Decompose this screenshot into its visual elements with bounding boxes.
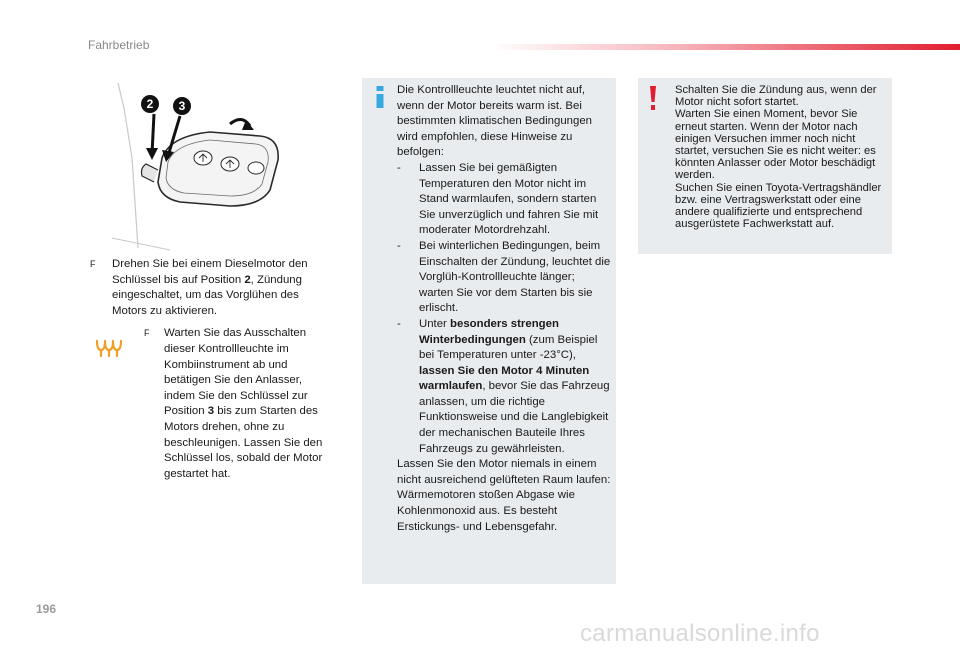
info-intro: Die Kontrollleuchte leuchtet nicht auf, wenn der Motor bereits warm ist. Bei bestimmten klimatischen Bedingungen wird empfohlen, diese Hinweise zu befolgen: (397, 84, 593, 159)
warning-para-3: Suchen Sie einen Toyota-Vertragshändler bzw. eine Vertragswerkstatt oder eine andere qualifizierte und entsprechend ausgerüstete Fachwerkstatt auf. (675, 181, 882, 231)
main-column (90, 257, 330, 482)
warning-para-1: Schalten Sie die Zündung aus, wenn der Motor nicht sofort startet. (675, 84, 877, 109)
warning-para-2: Warten Sie einen Moment, bevor Sie erneut starten. Wenn der Motor nach einigen Versuchen immer noch nicht startet, versuchen Sie es nicht weiter: es könnten Anlasser oder Motor beschädigt werden. (675, 108, 876, 182)
bullet-mark: F (144, 328, 150, 339)
bullet2-text-a: Warten Sie das Ausschalten dieser Kontrollleuchte im Kombiinstrument ab und betätigen Sie den Anlasser, indem Sie den Schlüssel zur Position (164, 327, 308, 418)
glow-plug-warning-icon (94, 338, 124, 358)
section-title: Fahrbetrieb (88, 38, 150, 52)
dash-mark: - (397, 161, 401, 174)
exclamation-warning-icon (649, 86, 657, 110)
watermark: carmanualsonline.info (580, 620, 820, 647)
key-position-2-label: 2 (146, 97, 154, 111)
info-item-2 (397, 239, 611, 317)
instruction-bullet-2 (144, 326, 336, 482)
info-item-3-bold-b: lassen Sie den Motor 4 Minuten warmlaufen (419, 364, 590, 393)
info-box (362, 78, 616, 584)
bullet1-position: 2 (244, 273, 251, 286)
bullet2-position: 3 (207, 405, 215, 418)
warning-box (638, 78, 892, 254)
bullet2-text-b: bis zum Starten des Motors drehen, ohne zu beschleunigen. Lassen Sie den Schlüssel los, sobald der Motor gestartet hat. (164, 405, 323, 480)
info-item-3-text-b: (zum Beispiel bei Temperaturen unter -23°C), (419, 333, 598, 362)
info-item-2-text: Bei winterlichen Bedingungen, beim Einschalten der Zündung, leuchtet die Vorglüh-Kontrollleuchte länger; warten Sie vor dem Starten bis sie erlischt. (419, 239, 611, 315)
info-item-3 (397, 317, 611, 457)
info-item-3-bold-a: besonders strengen Winterbedingungen (419, 317, 559, 346)
key-position-3-label: 3 (178, 99, 186, 113)
instruction-bullet-1 (90, 257, 330, 319)
bullet1-text-b: , Zündung eingeschaltet, um das Vorglühen des Motors zu aktivieren. (112, 273, 302, 317)
bullet1-text-a: Drehen Sie bei einem Dieselmotor den Schlüssel bis auf Position (112, 258, 308, 286)
header-accent-bar (490, 44, 960, 50)
info-closing: Lassen Sie den Motor niemals in einem nicht ausreichend gelüfteten Raum laufen: Wärmemotoren stoßen Abgase wie Kohlenmonoxid aus. Es besteht Erstickungs- und Lebensgefahr. (397, 458, 611, 533)
info-icon (374, 86, 386, 108)
dash-mark: - (397, 317, 401, 330)
page-number: 196 (36, 602, 57, 616)
ignition-key-illustration (110, 78, 350, 253)
info-text (397, 83, 611, 535)
warning-text (675, 84, 887, 230)
info-item-3-text-c: , bevor Sie das Fahrzeug anlassen, um die richtige Funktionsweise und die Langlebigkeit der mechanischen Bauteile Ihres Fahrzeugs zu gewährleisten. (419, 380, 610, 455)
bullet-mark: F (90, 259, 96, 269)
dash-mark: - (397, 239, 401, 252)
info-item-3-text-a: Unter (419, 317, 451, 330)
info-item-1 (397, 161, 611, 239)
info-item-1-text: Lassen Sie bei gemäßigten Temperaturen den Motor nicht im Stand warmlaufen, sondern starten Sie unverzüglich und fahren Sie mit moderater Motordrehzahl. (419, 161, 599, 237)
